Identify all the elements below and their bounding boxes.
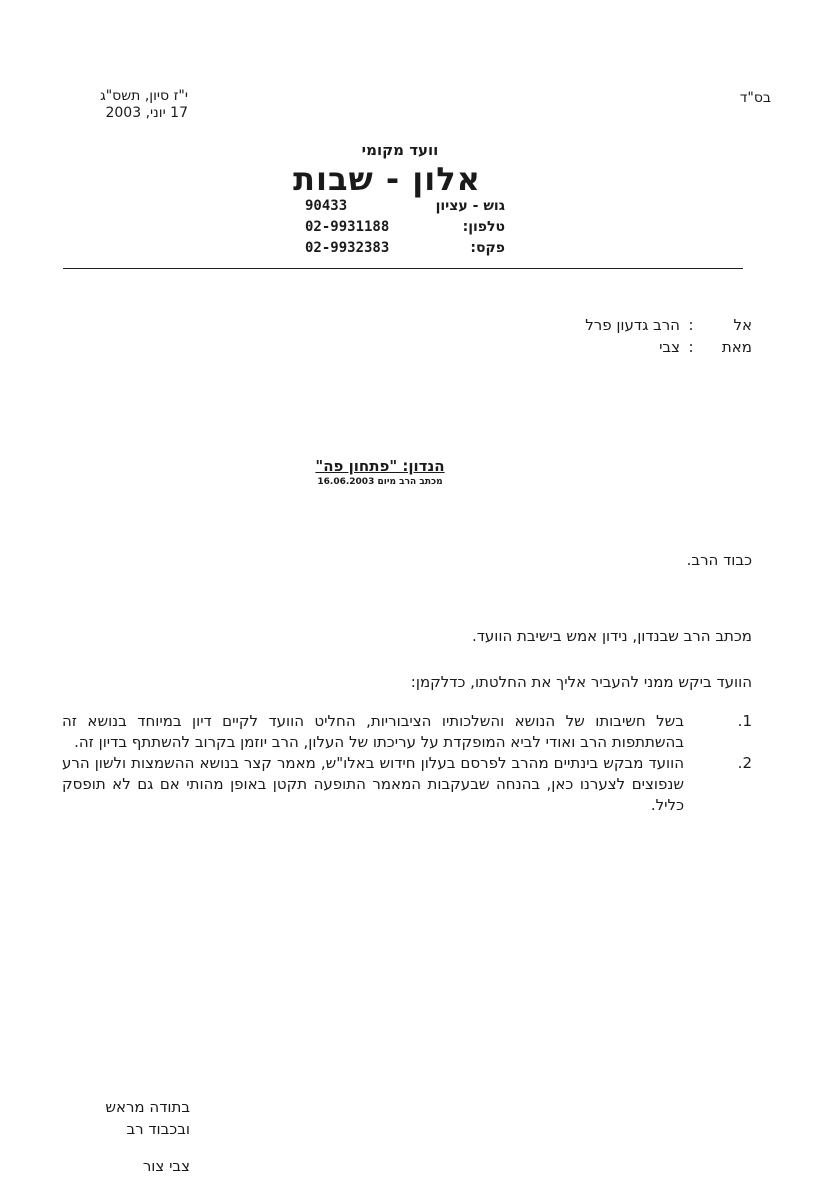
from-line [492,336,752,358]
gush-value: 90433 [305,198,348,214]
to-line [492,314,752,336]
gush-row [305,198,505,214]
signer-name: צבי צור [142,1157,190,1175]
list-item-number: 1. [737,712,752,730]
bsd-header: בס"ד [739,90,771,106]
list-item-text: בשל חשיבותו של הנושא והשלכותיו הציבוריות, החליט הוועד לקיים דיון במיוחד בנושא זה בהשתתפות הרב ואודי לביא המופקדת על עריכתו של העלון, הרב יוזמן בקרוב להשתתף בדיון זה. [62,712,684,751]
paragraph-1: מכתב הרב שבנדון, נידון אמש בישיבת הוועד. [471,627,752,645]
phone-value: 02-9931188 [305,219,390,235]
council-name: אלון - שבות [293,160,481,198]
to-colon: : [688,316,694,334]
fax-row [305,240,505,256]
list-item-text: הוועד מבקש בינתיים מהרב לפרסם בעלון חידוש באלו"ש, מאמר קצר בנושא ההשמצות ולשון הרע שנפוצים לצערנו כאן, בהנחה שבעקבות המאמר התופעה תקטן באופן מהותי אם גם לא תופסק כליל. [62,754,684,814]
letterhead-divider [63,268,743,269]
council-label: וועד מקומי [361,141,439,159]
to-label: אל [733,316,752,334]
list-item [62,711,752,753]
gush-label: גוש - עציון [435,198,505,214]
hebrew-date: י"ז סיון, תשס"ג [99,88,188,104]
phone-row [305,219,505,235]
subject-title: הנדון: "פתחון פה" [315,457,445,475]
from-value: צבי [659,338,680,356]
to-value: הרב גדעון פרל [585,316,680,334]
from-label: מאת [721,338,752,356]
phone-label: טלפון: [462,219,505,235]
gregorian-date: 17 יוני, 2003 [105,105,188,121]
closing-line-2: ובכבוד רב [126,1120,190,1138]
paragraph-2: הוועד ביקש ממני להעביר אליך את החלטתו, כדלקמן: [410,673,752,691]
list-item-number: 2. [737,754,752,772]
greeting: כבוד הרב. [686,551,752,569]
fax-value: 02-9932383 [305,240,390,256]
subject-block [250,457,510,487]
decision-list [62,711,752,816]
subject-subtitle: מכתב הרב מיום 16.06.2003 [317,477,443,487]
closing-line-1: בתודה מראש [105,1098,190,1116]
from-colon: : [688,338,694,356]
list-item [62,753,752,816]
fax-label: פקס: [470,240,505,256]
